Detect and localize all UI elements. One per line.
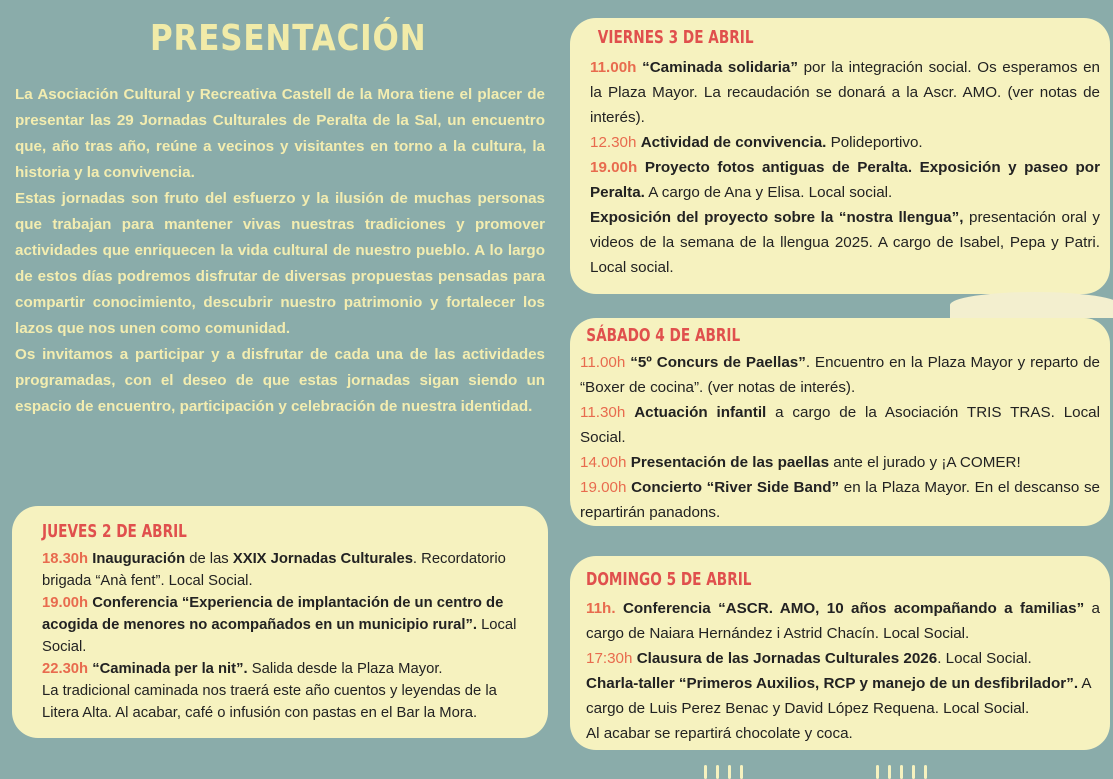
event-title: “5º Concurs de Paellas” (630, 354, 806, 371)
event-item (42, 592, 530, 658)
event-title: Proyecto fotos antiguas de Peralta. Exposición y paseo por Peralta. (590, 159, 1100, 201)
event-time: 19.00h (590, 159, 638, 176)
event-title: “Caminada solidaria” (642, 59, 798, 76)
intro-paragraph: Estas jornadas son fruto del esfuerzo y la ilusión de muchas personas que trabajan para mantener vivas nuestras tradiciones y promover actividades que enriquecen la vida cultural de nuestro pueblo. A lo largo de estos días podremos disfrutar de diversas propuestas pensadas para compartir conocimiento, descubrir nuestro patrimonio y fortalecer los lazos que nos unen como comunidad. (15, 190, 545, 337)
event-item (580, 475, 1100, 525)
card-viernes (570, 18, 1110, 294)
event-title: Inauguración (92, 551, 186, 567)
event-title: Conferencia “Experiencia de implantación de un centro de acogida de menores no acompañados en un municipio rural”. (42, 595, 504, 633)
event-time: 11h. (586, 600, 616, 617)
event-time: 11.30h (580, 404, 626, 421)
event-item (590, 155, 1100, 205)
event-title: Presentación de las paellas (630, 454, 830, 471)
event-time: 11.00h (580, 354, 626, 371)
event-title: Concierto “River Side Band” (631, 479, 840, 496)
event-text: A cargo de Luis Perez Benac y David López Requena. Local Social. (586, 675, 1091, 717)
event-text: Local Social. (42, 617, 517, 655)
card-sabado (570, 318, 1110, 526)
event-title: Conferencia “ASCR. AMO, 10 años acompañando a familias” (622, 600, 1085, 617)
event-text: Polideportivo. (826, 134, 923, 151)
event-text: . Encuentro en la Plaza Mayor y reparto de “Boxer de cocina”. (ver notas de interés). (580, 354, 1100, 396)
day-heading: DOMINGO 5 DE ABRIL (586, 570, 752, 590)
event-text: A cargo de Ana y Elisa. Local social. (644, 184, 893, 201)
event-item (580, 400, 1100, 450)
event-note: La tradicional caminada nos traerá este año cuentos y leyendas de la Litera Alta. Al acabar, café o infusión con pastas en el Bar la Mora. (42, 683, 497, 721)
event-text: presentación oral y videos de la semana de la llengua 2025. A cargo de Isabel, Pepa y Patri. Local social. (590, 209, 1100, 276)
event-item (42, 658, 530, 680)
card-domingo (570, 556, 1110, 750)
event-title: Charla-taller “Primeros Auxilios, RCP y manejo de un desfibrilador”. (586, 675, 1079, 692)
event-time: 12.30h (590, 134, 637, 151)
decorative-cloud (950, 292, 1113, 318)
event-item (586, 596, 1100, 646)
event-text: Salida desde la Plaza Mayor. (247, 661, 443, 677)
day-heading: JUEVES 2 DE ABRIL (42, 522, 187, 542)
intro-paragraph: La Asociación Cultural y Recreativa Castell de la Mora tiene el placer de presentar las 29 Jornadas Culturales de Peralta de la Sal, un encuentro que, año tras año, reúne a vecinos y visitantes en torno a la cultura, la historia y la convivencia. (15, 86, 545, 181)
event-time: 18.30h (42, 551, 89, 567)
event-title: Actividad de convivencia. (640, 134, 827, 151)
day-heading: SÁBADO 4 DE ABRIL (586, 326, 741, 346)
event-item (590, 205, 1100, 280)
day-heading: VIERNES 3 DE ABRIL (597, 28, 754, 48)
event-item (590, 55, 1100, 130)
event-text: por la integración social. Os esperamos en la Plaza Mayor. La recaudación se donará a la Ascr. AMO. (ver notas de interés). (590, 59, 1100, 126)
event-item (42, 548, 530, 592)
event-text: a cargo de Naiara Hernández i Astrid Chacín. Local Social. (586, 600, 1100, 642)
event-time: 22.30h (42, 661, 89, 677)
event-text: a cargo de la Asociación TRIS TRAS. Local Social. (580, 404, 1100, 446)
event-title: Exposición del proyecto sobre la “nostra llengua”, (590, 209, 964, 226)
event-item (590, 130, 1100, 155)
event-title: Actuación infantil (634, 404, 767, 421)
event-text: de las (185, 551, 233, 567)
event-item (586, 646, 1100, 671)
card-jueves (12, 506, 548, 738)
event-time: 19.00h (42, 595, 89, 611)
intro-paragraph: Os invitamos a participar y a disfrutar de cada una de las actividades programadas, con el deseo de que estas jornadas sigan siendo un espacio de encuentro, participación y celebración de nuestra identidad. (15, 346, 545, 415)
event-title: Clausura de las Jornadas Culturales 2026 (636, 650, 938, 667)
event-text: . Recordatorio brigada “Anà fent”. Local Social. (42, 551, 506, 589)
decorative-lines (700, 765, 1000, 779)
intro-text (15, 82, 545, 420)
event-item (586, 671, 1100, 721)
event-time: 19.00h (580, 479, 627, 496)
event-item (580, 350, 1100, 400)
event-text: . Local Social. (937, 650, 1032, 667)
event-title: XXIX Jornadas Culturales (232, 551, 413, 567)
event-time: 11.00h (590, 59, 637, 76)
event-note: Al acabar se repartirá chocolate y coca. (586, 725, 853, 742)
page-title: PRESENTACIÓN (150, 18, 427, 59)
event-time: 14.00h (580, 454, 627, 471)
event-title: “Caminada per la nit”. (92, 661, 248, 677)
event-item (580, 450, 1100, 475)
event-text: en la Plaza Mayor. En el descanso se repartirán panadons. (580, 479, 1100, 521)
event-text: ante el jurado y ¡A COMER! (829, 454, 1021, 471)
event-time: 17:30h (586, 650, 633, 667)
